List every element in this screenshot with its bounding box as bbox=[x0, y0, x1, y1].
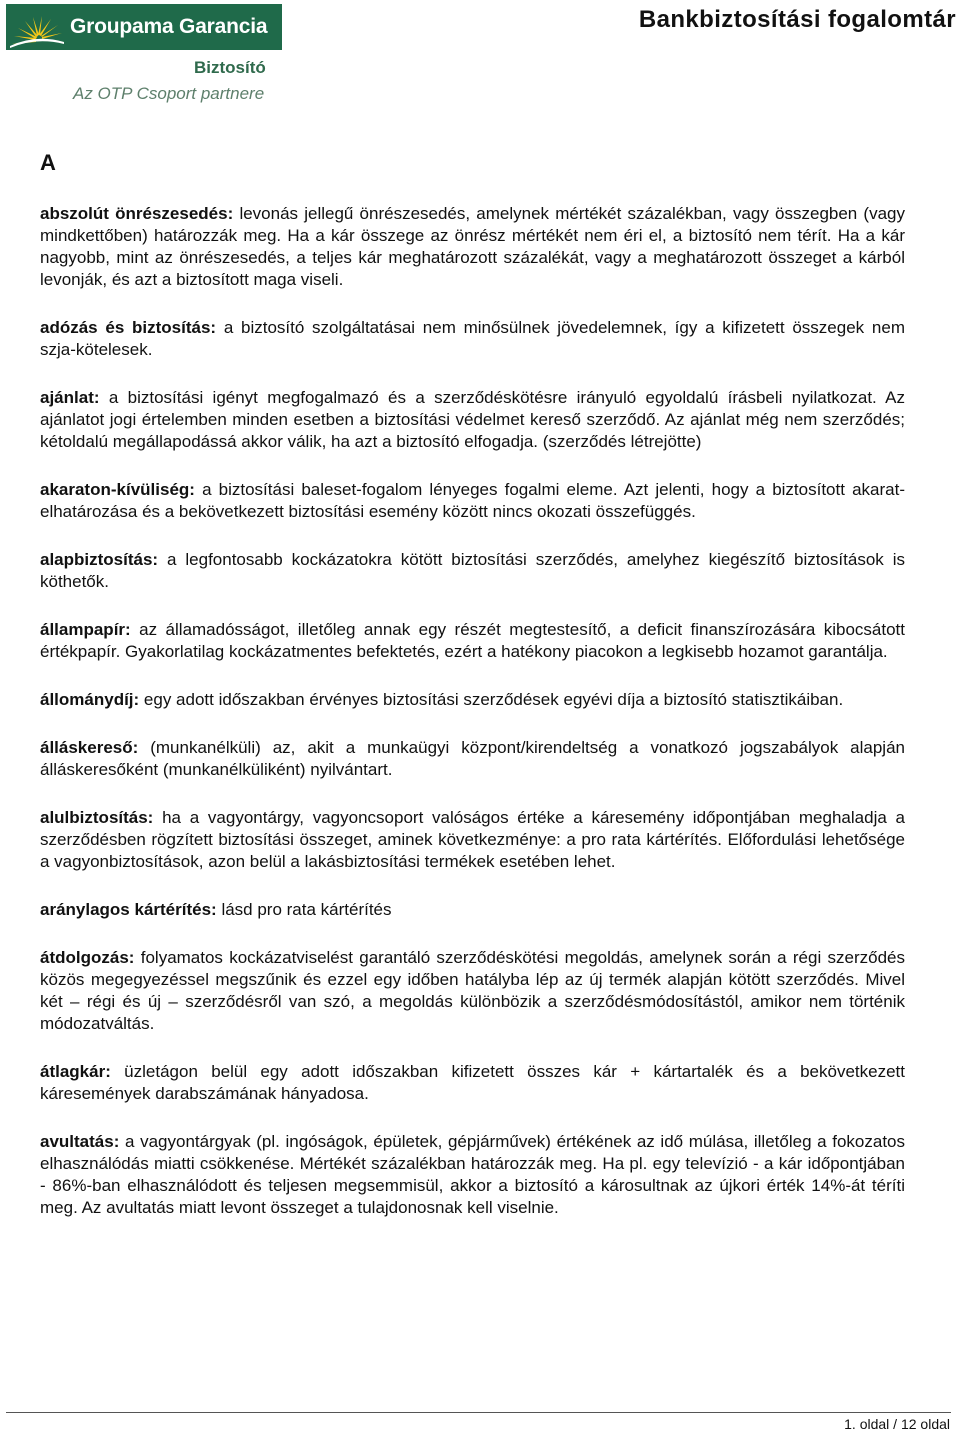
logo-tagline: Az OTP Csoport partnere bbox=[73, 84, 265, 103]
glossary-entry bbox=[40, 689, 905, 711]
glossary-entry bbox=[40, 807, 905, 873]
glossary-entry bbox=[40, 203, 905, 291]
entry-term: ajánlat: bbox=[40, 388, 100, 407]
groupama-sun-icon bbox=[6, 4, 68, 50]
glossary-entry bbox=[40, 387, 905, 453]
entry-definition: lásd pro rata kártérítés bbox=[221, 900, 392, 919]
logo-subtitle: Biztosító bbox=[194, 58, 266, 77]
section-letter: A bbox=[40, 150, 56, 175]
entry-term: abszolút önrészesedés: bbox=[40, 204, 234, 223]
entry-term: állampapír: bbox=[40, 620, 131, 639]
entry-term: avultatás: bbox=[40, 1132, 120, 1151]
entry-term: átdolgozás: bbox=[40, 948, 135, 967]
logo-brand-text: Groupama Garancia bbox=[70, 15, 268, 38]
glossary-entry bbox=[40, 549, 905, 593]
glossary-entry bbox=[40, 947, 905, 1035]
footer-divider bbox=[6, 1412, 951, 1413]
entry-definition: üzletágon belül egy adott időszakban kifizetett összes kár + kártartalék és a bekövetkezett káresemények darabszámának hányadosa. bbox=[40, 1062, 905, 1103]
document-title: Bankbiztosítási fogalomtár bbox=[638, 6, 956, 33]
entry-definition: a vagyontárgyak (pl. ingóságok, épületek, gépjárművek) értékének az idő múlása, illetőleg a fokozatos elhasználódás miatti csökkenése. Mértékét százalékban határozzák meg. Ha pl. egy televízió - a kár időpontjában - 86%-ban elhasználódott és teljesen megsemmisül, akkor a biztosító a károsultnak az újkori érték 14%-át téríti meg. Az avultatás miatt levont összeget a tulajdonosnak kell viselnie. bbox=[40, 1132, 905, 1217]
entry-term: aránylagos kártérítés: bbox=[40, 900, 217, 919]
entry-term: alulbiztosítás: bbox=[40, 808, 154, 827]
entry-definition: a biztosítási baleset-fogalom lényeges fogalmi eleme. Azt jelenti, hogy a biztosított akarat-elhatározása és a bekövetkezett biztosítási esemény között nincs okozati összefüggés. bbox=[40, 480, 905, 521]
glossary-entries bbox=[40, 203, 905, 1245]
entry-definition: levonás jellegű önrészesedés, amelynek mértékét százalékban, vagy összegben (vagy mindkettőben) határozzák meg. Ha a kár összege az önrész mértékét nem éri el, a biztosító nem térít. Ha a kár nagyobb, mint az önrészesedés, a teljes kár meghatározott százalékát, vagy a meghatározott összeget a kárból levonják, és azt a biztosított maga viseli. bbox=[40, 204, 906, 289]
entry-term: adózás és biztosítás: bbox=[40, 318, 217, 337]
entry-definition: egy adott időszakban érvényes biztosítási szerződések egyévi díja a biztosító statisztikáiban. bbox=[143, 690, 844, 709]
page-number: 1. oldal / 12 oldal bbox=[844, 1416, 950, 1432]
glossary-entry bbox=[40, 1131, 905, 1219]
company-logo bbox=[6, 4, 284, 104]
entry-definition: a legfontosabb kockázatokra kötött biztosítási szerződés, amelyhez kiegészítő biztosítások is köthetők. bbox=[40, 550, 905, 591]
glossary-entry bbox=[40, 737, 905, 781]
glossary-entry bbox=[40, 317, 905, 361]
entry-term: alapbiztosítás: bbox=[40, 550, 159, 569]
glossary-entry bbox=[40, 899, 905, 921]
entry-definition: (munkanélküli) az, akit a munkaügyi központ/kirendeltség a vonatkozó jogszabályok alapján álláskeresőként (munkanélküliként) nyilvántart. bbox=[40, 738, 905, 779]
entry-term: akaraton-kívüliség: bbox=[40, 480, 195, 499]
entry-term: átlagkár: bbox=[40, 1062, 111, 1081]
entry-definition: a biztosító szolgáltatásai nem minősülnek jövedelemnek, így a kifizetett összegek nem szja-kötelesek. bbox=[40, 318, 905, 359]
entry-definition: a biztosítási igényt megfogalmazó és a szerződéskötésre irányuló egyoldalú írásbeli nyilatkozat. Az ajánlatot jogi értelemben minden esetben a biztosítási védelmet kereső szerződő. Az ajánlat még nem szerződés; kétoldalú megállapodássá akkor válik, ha azt a biztosító elfogadja. (szerződés létrejötte) bbox=[40, 388, 905, 451]
glossary-entry bbox=[40, 1061, 905, 1105]
glossary-entry bbox=[40, 619, 905, 663]
entry-definition: folyamatos kockázatviselést garantáló szerződéskötési megoldás, amelynek során a régi szerződés közös megegyezéssel megszűnik és ezzel egy időben hatályba lép az új termék alapján kötött szerződés. Mivel két – régi és új – szerződésről van szó, a megoldás különbözik a szerződésmódosítástól, amikor nem történik módozatváltás. bbox=[40, 948, 905, 1033]
entry-term: álláskereső: bbox=[40, 738, 139, 757]
glossary-entry bbox=[40, 479, 905, 523]
entry-term: állománydíj: bbox=[40, 690, 140, 709]
entry-definition: az államadósságot, illetőleg annak egy részét megtestesítő, a deficit finanszírozására kibocsátott értékpapír. Gyakorlatilag kockázatmentes befektetés, ezért a hatékony piacokon a legkisebb hozamot garantálja. bbox=[40, 620, 905, 661]
logo-band bbox=[6, 4, 282, 50]
entry-definition: ha a vagyontárgy, vagyoncsoport valóságos értéke a káresemény időpontjában meghaladja a szerződésben rögzített biztosítási összeget, aminek következménye: a pro rata kártérítés. Előfordulási lehetősége a vagyonbiztosítások, azon belül a lakásbiztosítási termékek esetében lehet. bbox=[40, 808, 905, 871]
